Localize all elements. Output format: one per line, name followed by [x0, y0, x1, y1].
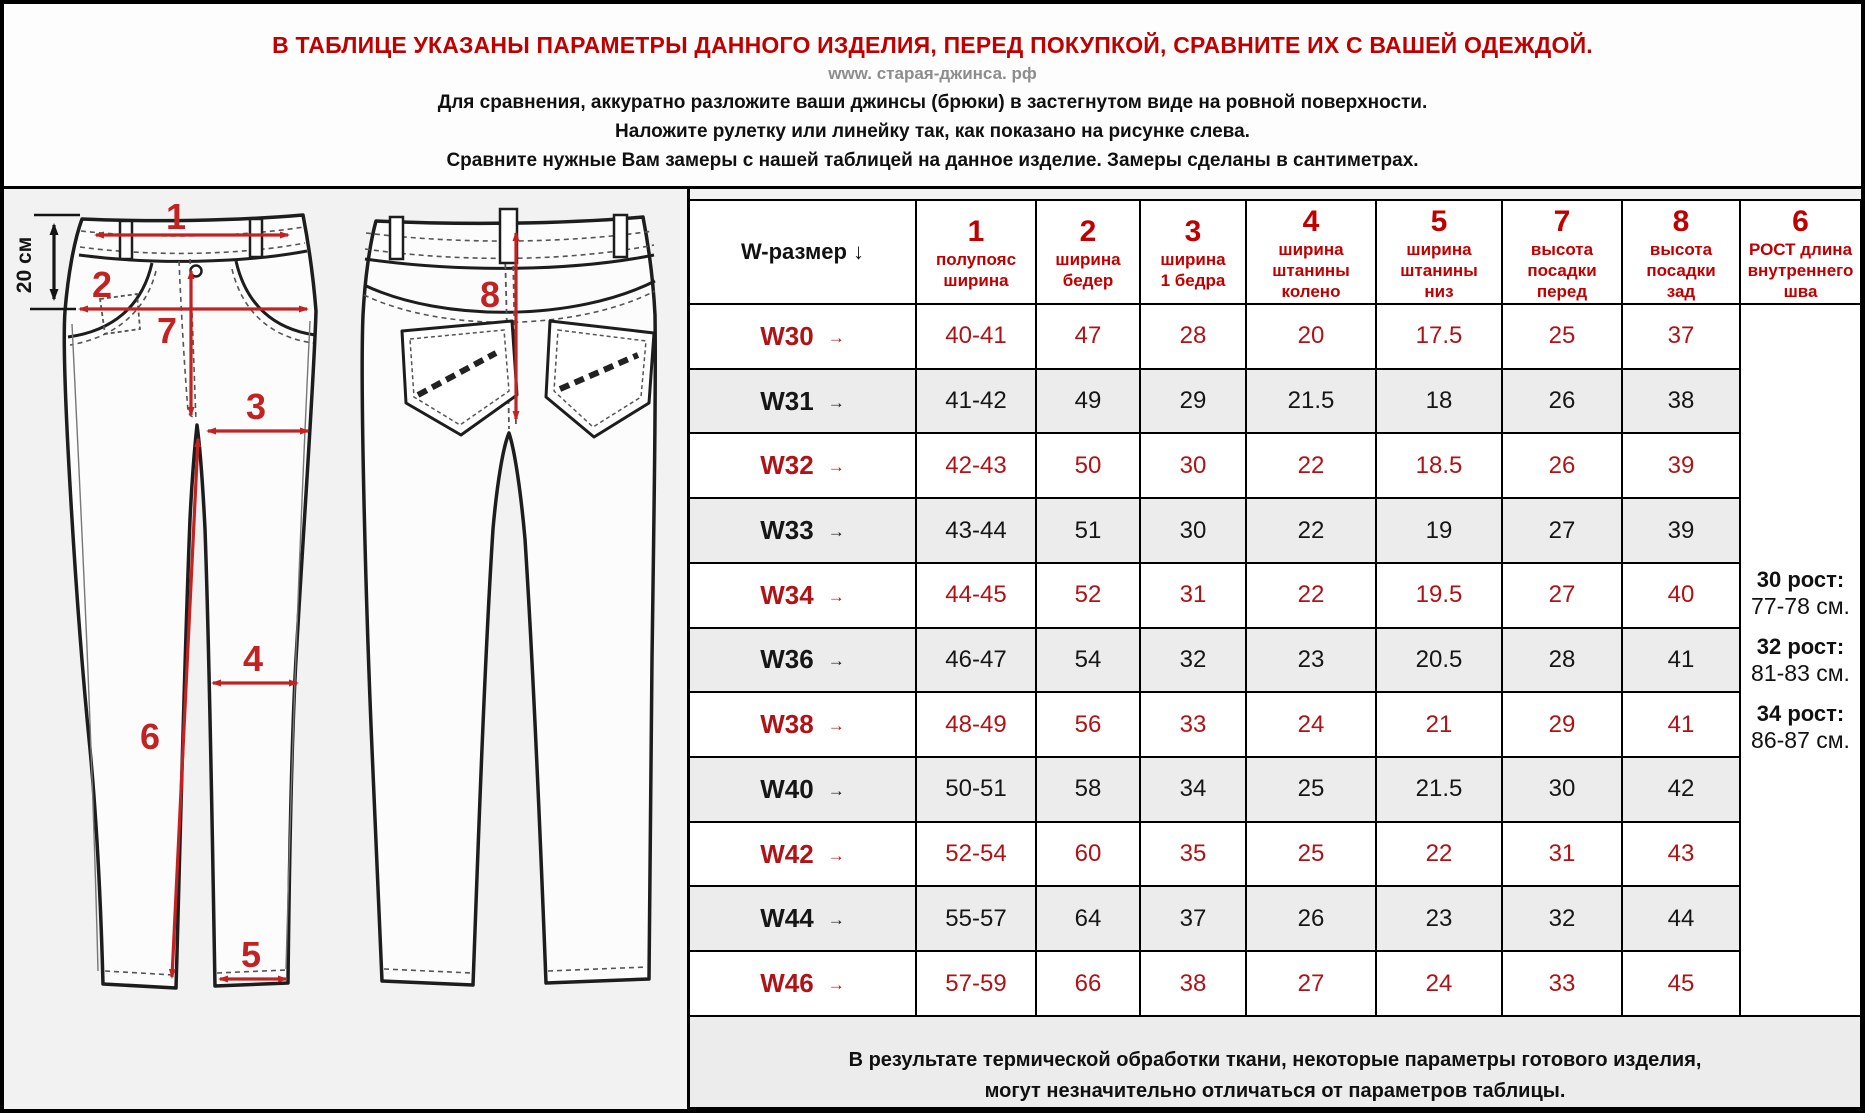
- value-cell: 52: [1036, 563, 1140, 628]
- value-cell: 22: [1246, 563, 1376, 628]
- size-row-W40: [690, 757, 1861, 822]
- value-cell: 30: [1140, 433, 1246, 498]
- belt-loop: [250, 219, 262, 257]
- size-row-W30: [690, 304, 1861, 369]
- value-cell: 22: [1376, 822, 1502, 887]
- size-row-W38: [690, 692, 1861, 757]
- column-header-2: 2 ширина бедер: [1036, 200, 1140, 304]
- value-cell: 30: [1502, 757, 1622, 822]
- value-cell: 47: [1036, 304, 1140, 369]
- size-label-W30: W30 →: [690, 304, 916, 369]
- value-cell: 30: [1140, 498, 1246, 563]
- column-header-7: 7 высота посадки перед: [1502, 200, 1622, 304]
- value-cell: 34: [1140, 757, 1246, 822]
- value-cell: 37: [1622, 304, 1740, 369]
- size-row-W33: [690, 498, 1861, 563]
- value-cell: 37: [1140, 886, 1246, 951]
- size-label-W34: W34 →: [690, 563, 916, 628]
- value-cell: 19: [1376, 498, 1502, 563]
- value-cell: 32: [1502, 886, 1622, 951]
- size-label-W32: W32 →: [690, 433, 916, 498]
- table-header-row: [690, 200, 1861, 304]
- value-cell: 42: [1622, 757, 1740, 822]
- jeans-back-view: [362, 209, 655, 985]
- note-row: [690, 1016, 1861, 1108]
- value-cell: 27: [1502, 498, 1622, 563]
- column-header-8: 8 высота посадки зад: [1622, 200, 1740, 304]
- row-arrow-icon: →: [827, 651, 845, 671]
- site-url: www. старая-джинса. рф: [828, 64, 1037, 83]
- value-cell: 25: [1246, 822, 1376, 887]
- value-cell: 55-57: [916, 886, 1036, 951]
- value-cell: 21: [1376, 692, 1502, 757]
- value-cell: 44-45: [916, 563, 1036, 628]
- row-arrow-icon: →: [827, 716, 845, 736]
- instruction-line-1: Для сравнения, аккуратно разложите ваши джинсы (брюки) в застегнутом виде на ровной поверхности.: [437, 92, 1428, 113]
- value-cell: 58: [1036, 757, 1140, 822]
- belt-loop: [120, 221, 132, 259]
- size-label-W40: W40 →: [690, 757, 916, 822]
- note-line-2: могут незначительно отличаться от параметров таблицы.: [984, 1080, 1566, 1102]
- measure-label-3: 3: [245, 386, 267, 427]
- value-cell: 39: [1622, 498, 1740, 563]
- row-arrow-icon: →: [827, 457, 845, 477]
- value-cell: 40: [1622, 563, 1740, 628]
- value-cell: 21.5: [1376, 757, 1502, 822]
- row-arrow-icon: →: [827, 910, 845, 930]
- size-label-W42: W42 →: [690, 822, 916, 887]
- value-cell: 66: [1036, 951, 1140, 1016]
- value-cell: 45: [1622, 951, 1740, 1016]
- value-cell: 29: [1502, 692, 1622, 757]
- shrinkage-note: [690, 1016, 1861, 1108]
- value-cell: 26: [1502, 433, 1622, 498]
- value-cell: 25: [1502, 304, 1622, 369]
- value-cell: 42-43: [916, 433, 1036, 498]
- rost-note: 34 рост: 86-87 см.: [1751, 700, 1850, 753]
- size-label-W38: W38 →: [690, 692, 916, 757]
- measure-label-8: 8: [479, 274, 501, 315]
- value-cell: 64: [1036, 886, 1140, 951]
- value-cell: 33: [1140, 692, 1246, 757]
- size-row-W42: [690, 822, 1861, 887]
- value-cell: 24: [1246, 692, 1376, 757]
- value-cell: 28: [1140, 304, 1246, 369]
- value-cell: 51: [1036, 498, 1140, 563]
- value-cell: 27: [1246, 951, 1376, 1016]
- value-cell: 60: [1036, 822, 1140, 887]
- size-row-W44: [690, 886, 1861, 951]
- row-arrow-icon: →: [827, 975, 845, 995]
- value-cell: 22: [1246, 498, 1376, 563]
- row-arrow-icon: →: [827, 522, 845, 542]
- content-body: [4, 189, 1861, 1109]
- size-row-W31: [690, 369, 1861, 434]
- inseam-length-notes: [1740, 304, 1861, 1016]
- value-cell: 38: [1140, 951, 1246, 1016]
- value-cell: 19.5: [1376, 563, 1502, 628]
- rost-note: 32 рост: 81-83 см.: [1751, 633, 1850, 686]
- value-cell: 22: [1246, 433, 1376, 498]
- size-row-W36: [690, 628, 1861, 693]
- rost-note: 30 рост: 77-78 см.: [1751, 566, 1850, 619]
- value-cell: 43-44: [916, 498, 1036, 563]
- size-row-W46: [690, 951, 1861, 1016]
- value-cell: 24: [1376, 951, 1502, 1016]
- size-label-W33: W33 →: [690, 498, 916, 563]
- value-cell: 57-59: [916, 951, 1036, 1016]
- value-cell: 20.5: [1376, 628, 1502, 693]
- value-cell: 50: [1036, 433, 1140, 498]
- value-cell: 27: [1502, 563, 1622, 628]
- value-cell: 25: [1246, 757, 1376, 822]
- measure-label-4: 4: [242, 638, 264, 679]
- header-block: [4, 4, 1861, 189]
- value-cell: 40-41: [916, 304, 1036, 369]
- measure-label-6: 6: [139, 716, 161, 757]
- jeans-diagram: [4, 189, 687, 1109]
- value-cell: 33: [1502, 951, 1622, 1016]
- value-cell: 35: [1140, 822, 1246, 887]
- value-cell: 48-49: [916, 692, 1036, 757]
- value-cell: 18.5: [1376, 433, 1502, 498]
- size-row-W34: [690, 563, 1861, 628]
- measure-label-5: 5: [240, 934, 262, 975]
- column-header-5: 5 ширина штанины низ: [1376, 200, 1502, 304]
- size-label-W46: W46 →: [690, 951, 916, 1016]
- jeans-diagram-svg: [4, 189, 687, 1109]
- value-cell: 21.5: [1246, 369, 1376, 434]
- note-line-1: В результате термической обработки ткани, некоторые параметры готового изделия,: [848, 1049, 1702, 1071]
- row-arrow-icon: →: [827, 586, 845, 606]
- row-arrow-icon: →: [827, 392, 845, 412]
- row-arrow-icon: →: [827, 845, 845, 865]
- value-cell: 41: [1622, 692, 1740, 757]
- measure-label-1: 1: [165, 196, 187, 237]
- value-cell: 50-51: [916, 757, 1036, 822]
- size-label-W31: W31 →: [690, 369, 916, 434]
- value-cell: 31: [1502, 822, 1622, 887]
- value-cell: 23: [1246, 628, 1376, 693]
- page-title: В ТАБЛИЦЕ УКАЗАНЫ ПАРАМЕТРЫ ДАННОГО ИЗДЕЛИЯ, ПЕРЕД ПОКУПКОЙ, СРАВНИТЕ ИХ С ВАШЕЙ ОДЕЖДОЙ.: [272, 32, 1593, 58]
- value-cell: 49: [1036, 369, 1140, 434]
- value-cell: 29: [1140, 369, 1246, 434]
- column-header-4: 4 ширина штанины колено: [1246, 200, 1376, 304]
- belt-loop: [614, 215, 627, 257]
- ruler-label: 20 см: [13, 236, 36, 294]
- value-cell: 26: [1502, 369, 1622, 434]
- value-cell: 46-47: [916, 628, 1036, 693]
- value-cell: 54: [1036, 628, 1140, 693]
- column-header-1: 1 полупояс ширина: [916, 200, 1036, 304]
- size-label-W36: W36 →: [690, 628, 916, 693]
- value-cell: 56: [1036, 692, 1140, 757]
- value-cell: 39: [1622, 433, 1740, 498]
- instruction-line-3: Сравните нужные Вам замеры с нашей таблицей на данное изделие. Замеры сделаны в сантиметрах.: [446, 150, 1419, 171]
- value-cell: 38: [1622, 369, 1740, 434]
- value-cell: 18: [1376, 369, 1502, 434]
- value-cell: 20: [1246, 304, 1376, 369]
- value-cell: 26: [1246, 886, 1376, 951]
- measure-label-2: 2: [91, 264, 113, 305]
- belt-loop: [390, 217, 403, 259]
- value-cell: 52-54: [916, 822, 1036, 887]
- size-table-zone: [687, 189, 1861, 1109]
- value-cell: 32: [1140, 628, 1246, 693]
- table-top-band: [690, 189, 1861, 199]
- measure-label-7: 7: [156, 310, 178, 351]
- value-cell: 23: [1376, 886, 1502, 951]
- value-cell: 43: [1622, 822, 1740, 887]
- value-cell: 44: [1622, 886, 1740, 951]
- value-cell: 31: [1140, 563, 1246, 628]
- row-arrow-icon: →: [827, 327, 845, 347]
- value-cell: 41-42: [916, 369, 1036, 434]
- size-label-W44: W44 →: [690, 886, 916, 951]
- value-cell: 41: [1622, 628, 1740, 693]
- size-table: [690, 199, 1862, 1109]
- size-column-header: W-размер ↓: [690, 200, 916, 304]
- column-header-6: 6 РОСТ длина внутреннего шва: [1740, 200, 1861, 304]
- size-row-W32: [690, 433, 1861, 498]
- row-arrow-icon: →: [827, 780, 845, 800]
- value-cell: 17.5: [1376, 304, 1502, 369]
- value-cell: 28: [1502, 628, 1622, 693]
- instruction-line-2: Наложите рулетку или линейку так, как показано на рисунке слева.: [615, 121, 1250, 142]
- column-header-3: 3 ширина 1 бедра: [1140, 200, 1246, 304]
